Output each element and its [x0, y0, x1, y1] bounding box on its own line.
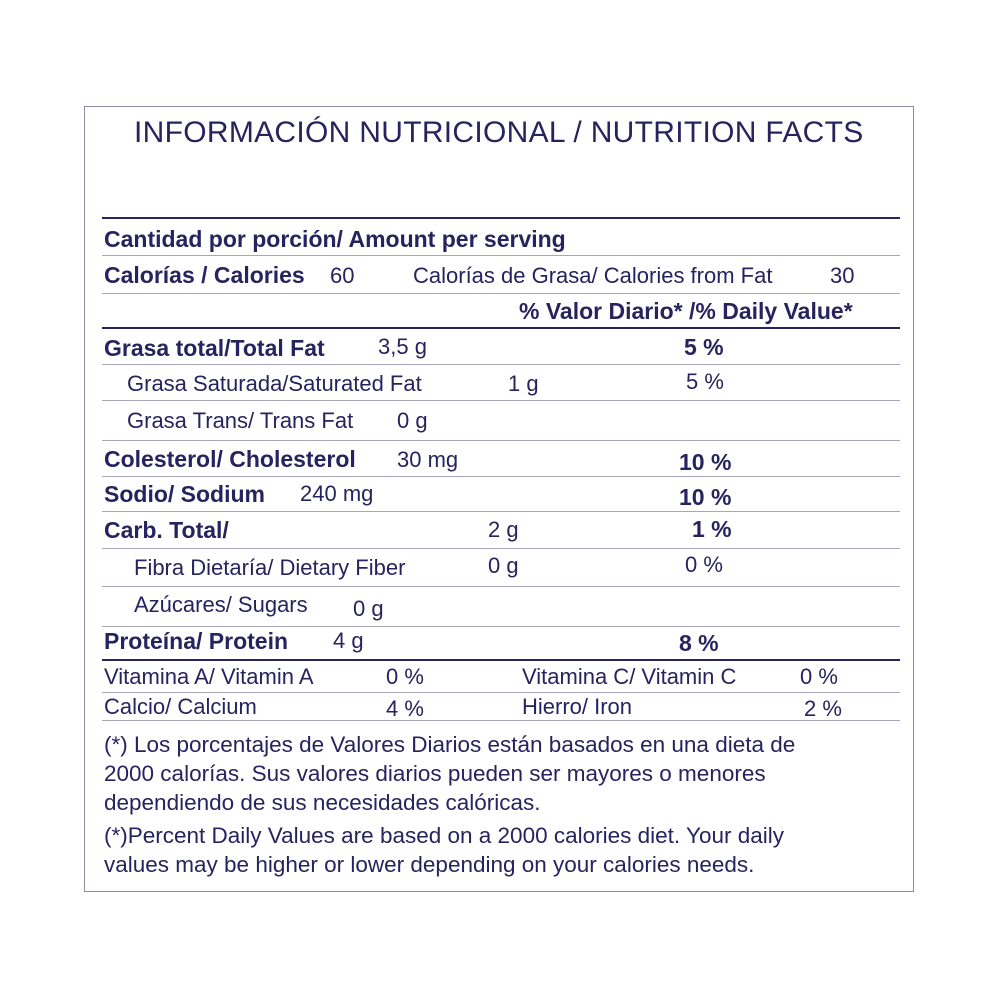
calcium-label: Calcio/ Calcium	[104, 694, 257, 719]
footnote-spanish-line: (*) Los porcentajes de Valores Diarios están basados en una dieta de	[104, 732, 796, 757]
divider	[102, 255, 900, 256]
protein-amount: 4 g	[333, 628, 364, 653]
vitamin-a-value: 0 %	[386, 664, 424, 689]
calories-label: Calorías / Calories	[104, 262, 305, 288]
footnote-spanish-line: dependiendo de sus necesidades calóricas.	[104, 790, 541, 815]
divider	[102, 511, 900, 512]
total-fat-amount: 3,5 g	[378, 334, 427, 359]
sodium-dv: 10 %	[679, 484, 732, 510]
divider	[102, 626, 900, 627]
iron-label: Hierro/ Iron	[522, 694, 633, 719]
carbs-amount: 2 g	[488, 517, 519, 542]
cholesterol-dv: 10 %	[679, 449, 732, 475]
footnote-spanish-line: 2000 calorías. Sus valores diarios pueden ser mayores o menores	[104, 761, 766, 786]
saturated-fat-label: Grasa Saturada/Saturated Fat	[127, 371, 422, 396]
divider-thick	[102, 659, 900, 661]
fiber-dv: 0 %	[685, 552, 723, 577]
divider	[102, 440, 900, 441]
saturated-fat-amount: 1 g	[508, 371, 539, 396]
divider	[102, 586, 900, 587]
calories-value: 60	[330, 263, 355, 288]
serving-header: Cantidad por porción/ Amount per serving	[104, 226, 566, 252]
vitamin-a-label: Vitamina A/ Vitamin A	[104, 664, 314, 689]
iron-value: 2 %	[804, 696, 842, 721]
trans-fat-amount: 0 g	[397, 408, 428, 433]
total-fat-label: Grasa total/Total Fat	[104, 335, 325, 361]
label-title: INFORMACIÓN NUTRICIONAL / NUTRITION FACTS	[134, 116, 864, 149]
cholesterol-amount: 30 mg	[397, 447, 459, 472]
trans-fat-label: Grasa Trans/ Trans Fat	[127, 408, 354, 433]
vitamin-c-value: 0 %	[800, 664, 838, 689]
saturated-fat-dv: 5 %	[686, 369, 724, 394]
protein-dv: 8 %	[679, 630, 719, 656]
calories-from-fat-value: 30	[830, 263, 855, 288]
footnote-english-line: values may be higher or lower depending on your calories needs.	[104, 852, 755, 877]
calcium-value: 4 %	[386, 696, 424, 721]
vitamin-c-label: Vitamina C/ Vitamin C	[522, 664, 737, 689]
sodium-label: Sodio/ Sodium	[104, 481, 265, 507]
fiber-label: Fibra Dietaría/ Dietary Fiber	[134, 555, 406, 580]
daily-value-header: % Valor Diario* /% Daily Value*	[519, 298, 853, 324]
divider-thick	[102, 217, 900, 219]
sugars-amount: 0 g	[353, 596, 384, 621]
footnote-english-line: (*)Percent Daily Values are based on a 2000 calories diet. Your daily	[104, 823, 784, 848]
footnote-english	[104, 821, 784, 879]
divider	[102, 476, 900, 477]
divider	[102, 548, 900, 549]
sugars-label: Azúcares/ Sugars	[134, 592, 308, 617]
divider-thick	[102, 327, 900, 329]
cholesterol-label: Colesterol/ Cholesterol	[104, 446, 356, 472]
divider	[102, 692, 900, 693]
total-fat-dv: 5 %	[684, 334, 724, 360]
footnote-spanish	[104, 730, 795, 817]
divider	[102, 400, 900, 401]
divider	[102, 293, 900, 294]
divider	[102, 720, 900, 721]
carbs-dv: 1 %	[692, 516, 732, 542]
protein-label: Proteína/ Protein	[104, 628, 289, 654]
fiber-amount: 0 g	[488, 553, 519, 578]
sodium-amount: 240 mg	[300, 481, 374, 506]
carbs-label: Carb. Total/	[104, 517, 229, 543]
calories-from-fat-label: Calorías de Grasa/ Calories from Fat	[413, 263, 773, 288]
divider	[102, 364, 900, 365]
